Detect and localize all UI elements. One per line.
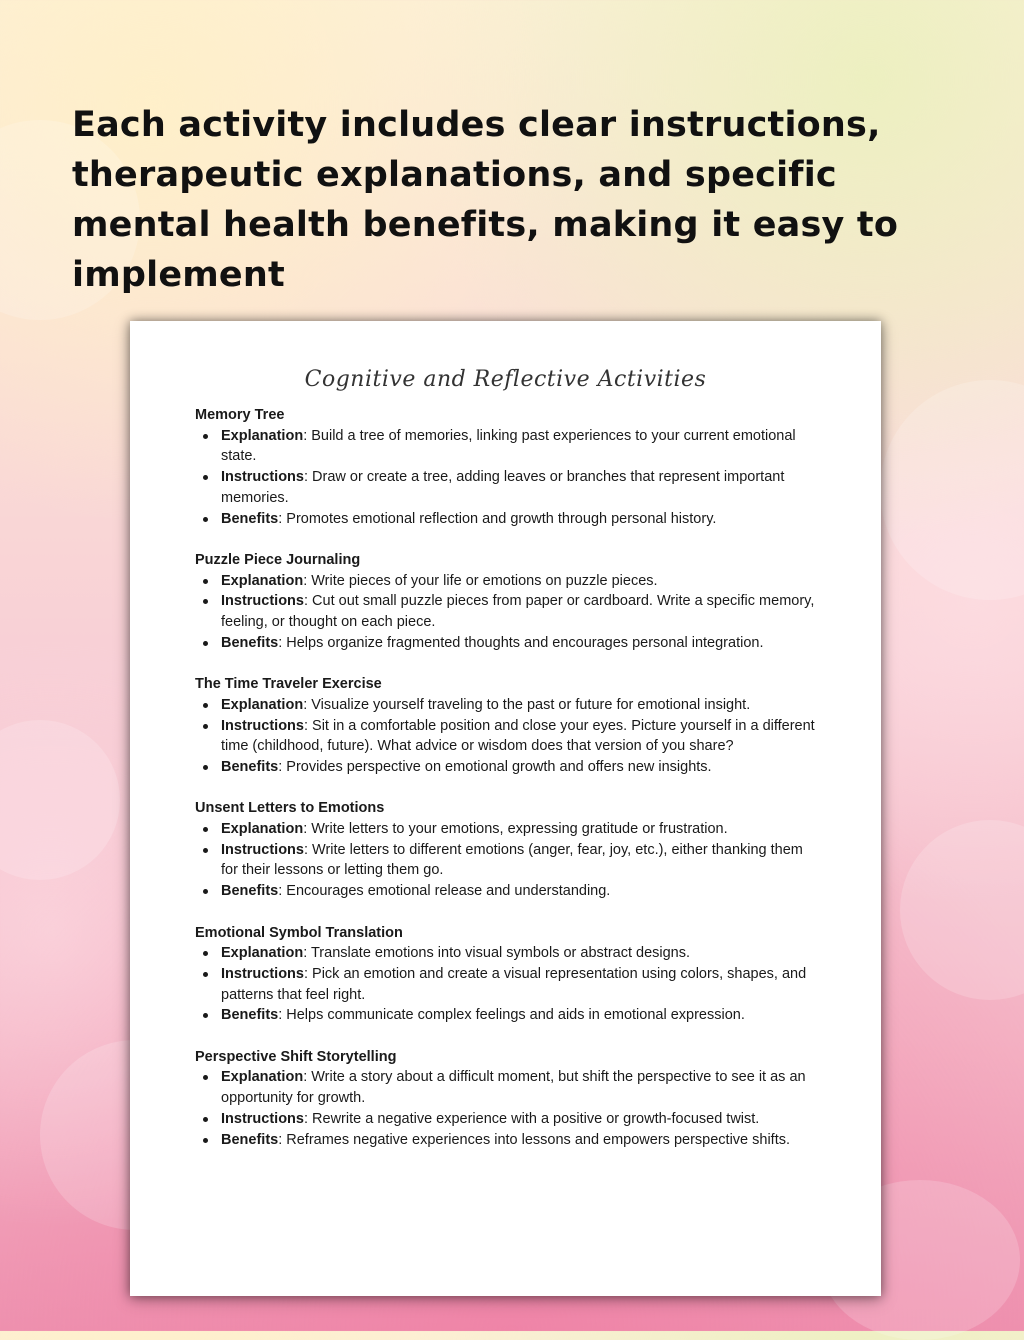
bullet-item <box>195 571 815 592</box>
activity-section <box>195 405 815 529</box>
section-title: Emotional Symbol Translation <box>195 924 403 941</box>
section-title: Unsent Letters to Emotions <box>195 800 385 817</box>
bullet-label: Explanation <box>221 1069 304 1086</box>
bullet-list <box>195 1067 815 1150</box>
bullet-text: : Rewrite a negative experience with a positive or growth-focused twist. <box>303 1110 760 1127</box>
bullet-item <box>195 426 815 467</box>
bullet-label: Explanation <box>221 427 304 444</box>
bullet-label: Instructions <box>221 965 304 982</box>
bullet-label: Benefits <box>221 634 279 651</box>
document-page <box>130 321 881 1296</box>
activity-section <box>195 674 815 778</box>
activity-section <box>195 1047 815 1151</box>
bullet-text: : Write letters to different emotions (anger, fear, joy, etc.), either thanking them for their lessons or letting them go. <box>221 841 803 879</box>
bullet-text: : Pick an emotion and create a visual representation using colors, shapes, and patterns that feel right. <box>221 965 807 1003</box>
bullet-text: : Visualize yourself traveling to the past or future for emotional insight. <box>303 696 751 713</box>
bullet-label: Benefits <box>221 1007 279 1024</box>
bullet-list <box>195 571 815 654</box>
bullet-text: : Write letters to your emotions, expressing gratitude or frustration. <box>303 821 728 838</box>
bullet-text: : Write pieces of your life or emotions on puzzle pieces. <box>303 572 658 589</box>
bullet-item <box>195 1005 815 1026</box>
bullet-item <box>195 943 815 964</box>
bullet-label: Explanation <box>221 696 304 713</box>
bullet-item <box>195 881 815 902</box>
bullet-label: Explanation <box>221 821 304 838</box>
bullet-text: : Reframes negative experiences into lessons and empowers perspective shifts. <box>278 1131 791 1148</box>
bullet-list <box>195 943 815 1026</box>
section-title: Perspective Shift Storytelling <box>195 1048 397 1065</box>
activity-section <box>195 923 815 1027</box>
bullet-text: : Draw or create a tree, adding leaves or branches that represent important memories. <box>221 469 785 506</box>
bullet-list <box>195 426 815 530</box>
background-bokeh <box>900 820 1024 1000</box>
bullet-item <box>195 1067 815 1108</box>
bullet-text: : Helps organize fragmented thoughts and encourages personal integration. <box>278 634 764 651</box>
background-bokeh <box>880 380 1024 600</box>
bullet-item <box>195 716 815 757</box>
bullet-list <box>195 695 815 778</box>
headline: Each activity includes clear instructions, therapeutic explanations, and specific mental health benefits, making it easy to implement <box>72 105 899 295</box>
bullet-text: : Sit in a comfortable position and close your eyes. Picture yourself in a different time (childhood, future). What advice or wisdom does that version of you share? <box>221 717 815 755</box>
bullet-list <box>195 819 815 902</box>
bullet-item <box>195 964 815 1005</box>
activity-section <box>195 798 815 902</box>
bullet-text: : Build a tree of memories, linking past experiences to your current emotional state. <box>221 427 796 465</box>
bullet-label: Explanation <box>221 572 304 589</box>
background-bokeh <box>0 720 120 880</box>
bullet-label: Instructions <box>221 841 304 858</box>
bullet-item <box>195 467 815 508</box>
bullet-text: : Cut out small puzzle pieces from paper or cardboard. Write a specific memory, feeling, or thought on each piece. <box>221 593 815 631</box>
bullet-text: : Provides perspective on emotional growth and offers new insights. <box>278 758 712 775</box>
bullet-item <box>195 633 815 654</box>
bullet-label: Instructions <box>221 593 304 610</box>
bullet-item <box>195 1109 815 1130</box>
bullet-label: Instructions <box>221 1110 304 1127</box>
bullet-item <box>195 695 815 716</box>
bullet-item <box>195 591 815 632</box>
section-title: The Time Traveler Exercise <box>195 676 382 693</box>
bullet-text: : Write a story about a difficult moment, but shift the perspective to see it as an opportunity for growth. <box>221 1069 806 1107</box>
bullet-label: Explanation <box>221 945 304 962</box>
bullet-label: Benefits <box>221 510 279 527</box>
bullet-item <box>195 819 815 840</box>
bullet-label: Benefits <box>221 883 279 900</box>
bullet-item <box>195 1130 815 1151</box>
bullet-text: : Translate emotions into visual symbols or abstract designs. <box>303 945 691 962</box>
section-title: Puzzle Piece Journaling <box>195 551 361 568</box>
bullet-text: : Promotes emotional reflection and growth through personal history. <box>278 510 717 527</box>
activity-sections <box>195 405 815 1171</box>
activity-section <box>195 550 815 654</box>
bullet-text: : Helps communicate complex feelings and aids in emotional expression. <box>278 1007 745 1024</box>
bullet-label: Instructions <box>221 717 304 734</box>
bullet-label: Instructions <box>221 469 304 486</box>
bullet-label: Benefits <box>221 758 279 775</box>
bullet-label: Benefits <box>221 1131 279 1148</box>
document-title: Cognitive and Reflective Activities <box>304 367 707 392</box>
bullet-item <box>195 757 815 778</box>
bullet-text: : Encourages emotional release and understanding. <box>278 883 611 900</box>
bullet-item <box>195 840 815 881</box>
bullet-item <box>195 509 815 530</box>
section-title: Memory Tree <box>195 407 285 423</box>
